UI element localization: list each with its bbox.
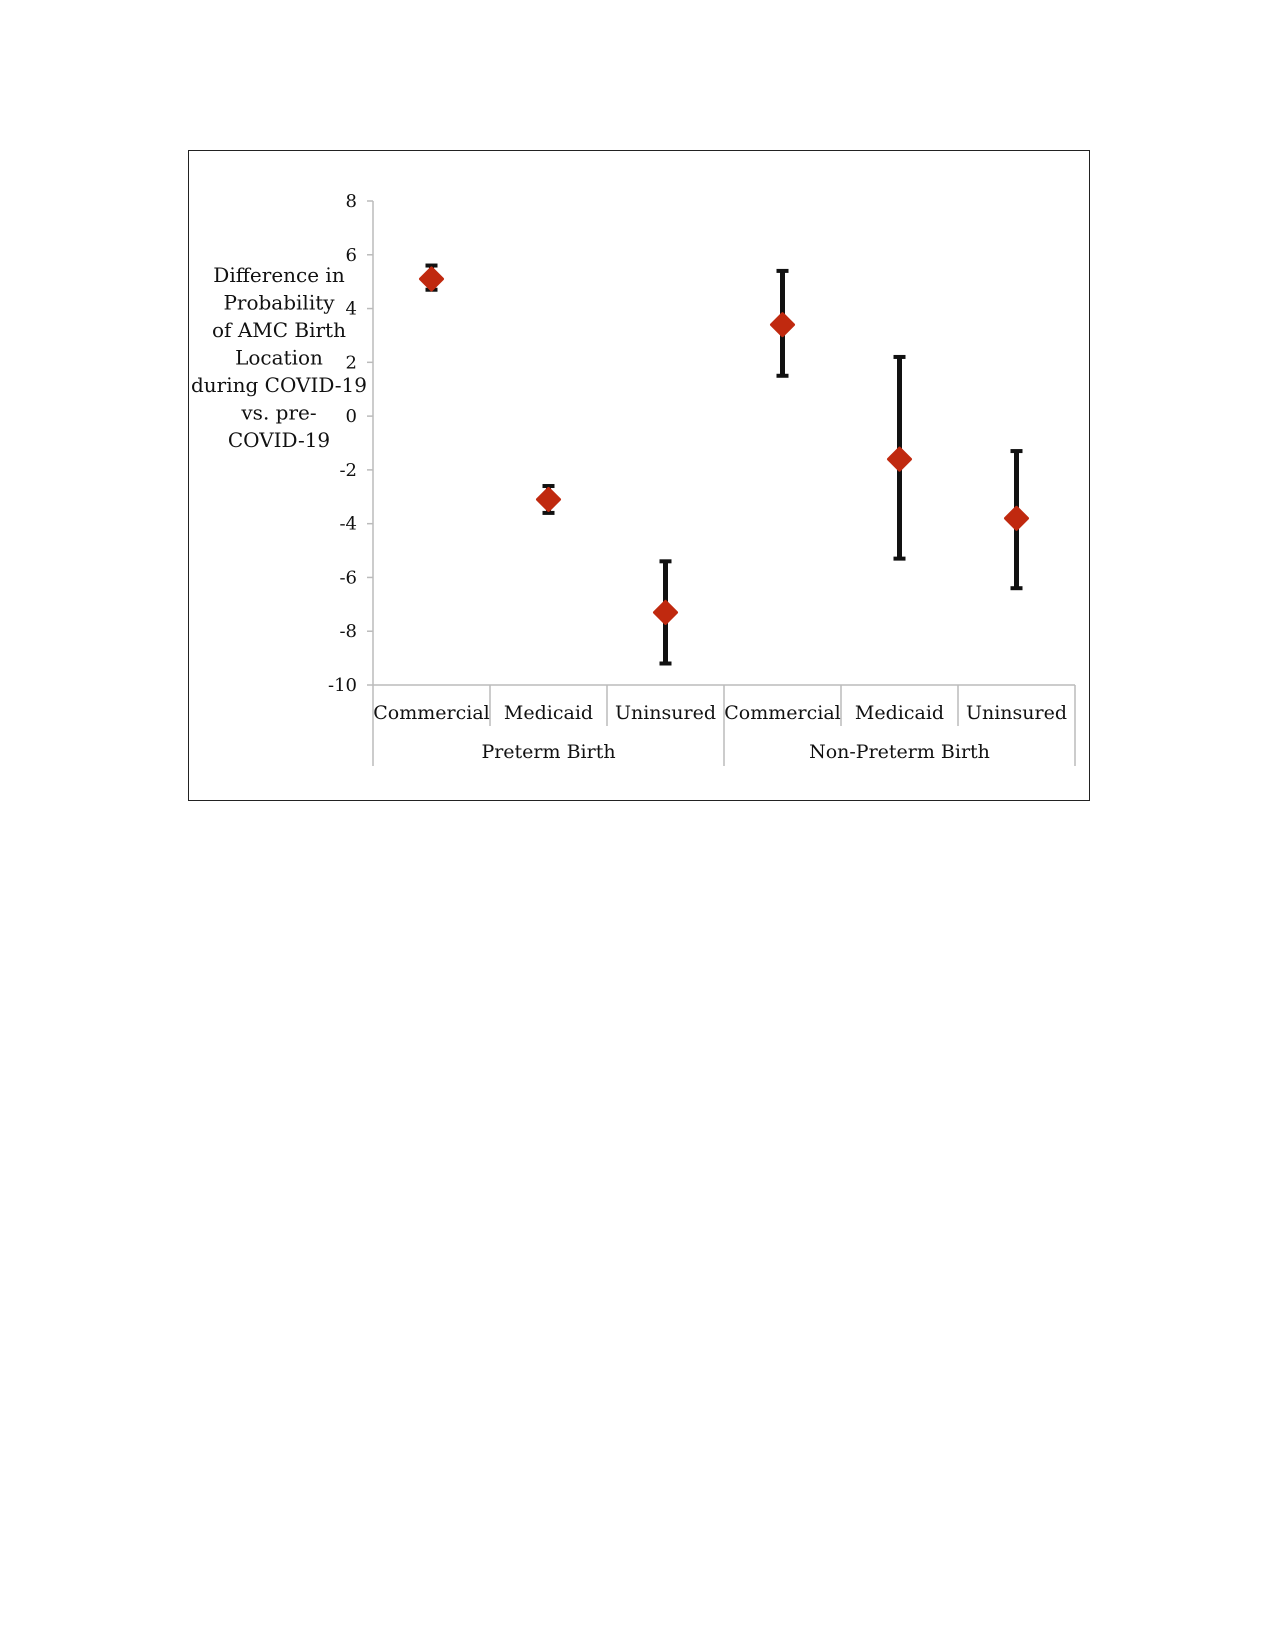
chart-frame [188,150,1090,801]
x-group-label: Preterm Birth [481,741,616,763]
y-axis-title-line: COVID-19 [227,428,331,452]
chart-svg [189,151,1089,800]
y-tick-label: 6 [345,244,357,266]
y-tick-label: 8 [345,191,357,212]
x-category-label: Uninsured [965,702,1068,724]
y-axis-title-line: Location [235,345,323,370]
y-tick-label: -6 [339,567,357,589]
data-point-marker [1006,507,1028,529]
y-tick-label: -4 [339,513,357,535]
data-point-marker [772,314,794,336]
data-point-group [655,561,677,663]
data-point-group [889,357,911,559]
x-category-label: Commercial [373,702,490,724]
x-category-label: Medicaid [503,702,594,724]
y-tick-label: -8 [339,621,357,643]
x-category-label: Medicaid [854,702,945,724]
data-point-marker [538,488,560,510]
y-axis-title-line: of AMC Birth [212,318,346,342]
x-category-label: Commercial [724,702,841,724]
y-tick-label: 2 [345,352,357,374]
y-tick-label: 0 [345,406,357,428]
y-axis-title-line: Probability [223,290,335,315]
x-category-label: Uninsured [614,702,717,724]
y-tick-label: -10 [328,675,357,696]
x-group-label: Non-Preterm Birth [809,741,990,763]
data-point-marker [421,268,443,290]
data-points [421,266,1028,664]
y-axis-label [191,263,367,452]
data-point-marker [655,601,677,623]
axes [373,201,1075,766]
data-point-group [772,271,794,376]
y-tick-label: -2 [339,459,357,481]
data-point-group [1006,451,1028,588]
y-axis-title-line: Difference in [213,263,345,287]
x-axis-labels [373,685,1075,766]
data-point-marker [889,448,911,470]
data-point-group [538,486,560,513]
y-axis-title-line: during COVID-19 [191,373,367,397]
y-axis-title-line: vs. pre- [241,400,317,425]
y-tick-label: 4 [345,298,357,320]
data-point-group [421,266,443,290]
